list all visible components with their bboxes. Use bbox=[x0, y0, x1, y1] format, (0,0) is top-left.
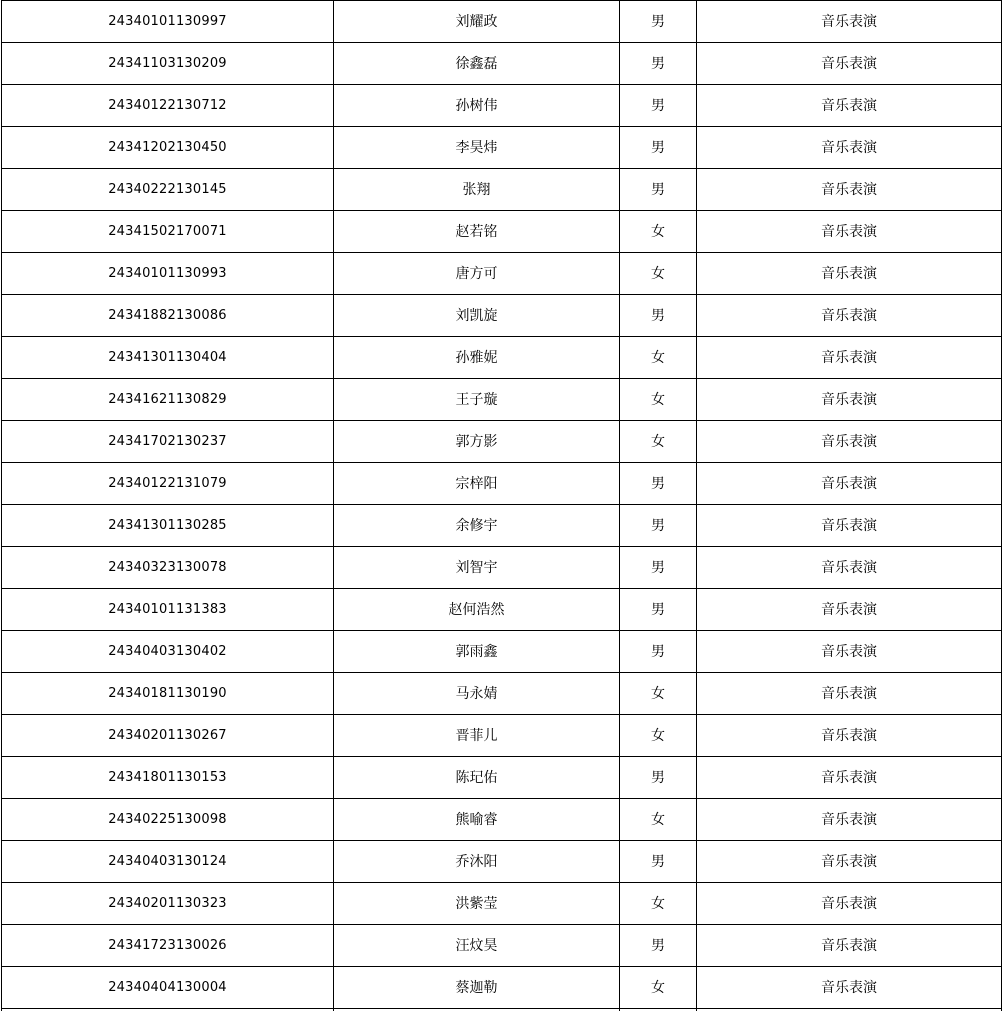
cell-candidate-id: 24341202130450 bbox=[2, 127, 334, 169]
cell-student-name: 蔡迦勒 bbox=[334, 967, 620, 1009]
cell-major: 音乐表演 bbox=[697, 967, 1002, 1009]
cell-candidate-id: 24340403130124 bbox=[2, 841, 334, 883]
cell-student-name: 郭雨鑫 bbox=[334, 631, 620, 673]
cell-gender: 男 bbox=[620, 127, 697, 169]
table-row bbox=[2, 379, 1002, 421]
cell-student-name: 刘耀政 bbox=[334, 1, 620, 43]
cell-major: 音乐表演 bbox=[697, 841, 1002, 883]
cell-gender: 女 bbox=[620, 253, 697, 295]
admission-list-table bbox=[1, 0, 1002, 1011]
cell-candidate-id: 24340181130190 bbox=[2, 673, 334, 715]
table-row bbox=[2, 925, 1002, 967]
cell-gender: 男 bbox=[620, 169, 697, 211]
cell-student-name: 赵若铭 bbox=[334, 211, 620, 253]
table-row bbox=[2, 883, 1002, 925]
cell-student-name: 陈玘佑 bbox=[334, 757, 620, 799]
cell-candidate-id: 24341882130086 bbox=[2, 295, 334, 337]
cell-gender: 女 bbox=[620, 967, 697, 1009]
cell-candidate-id: 24340222130145 bbox=[2, 169, 334, 211]
cell-student-name: 孙树伟 bbox=[334, 85, 620, 127]
cell-gender: 女 bbox=[620, 337, 697, 379]
cell-major: 音乐表演 bbox=[697, 925, 1002, 967]
cell-candidate-id: 24340225130098 bbox=[2, 799, 334, 841]
table-row bbox=[2, 505, 1002, 547]
table-row bbox=[2, 253, 1002, 295]
cell-student-name: 乔沐阳 bbox=[334, 841, 620, 883]
cell-major: 音乐表演 bbox=[697, 757, 1002, 799]
cell-major: 音乐表演 bbox=[697, 211, 1002, 253]
cell-student-name: 孙雅妮 bbox=[334, 337, 620, 379]
cell-candidate-id: 24340101130997 bbox=[2, 1, 334, 43]
cell-student-name: 王子璇 bbox=[334, 379, 620, 421]
cell-candidate-id: 24340101130993 bbox=[2, 253, 334, 295]
cell-gender: 男 bbox=[620, 505, 697, 547]
cell-major: 音乐表演 bbox=[697, 379, 1002, 421]
table-row bbox=[2, 85, 1002, 127]
cell-student-name: 晋菲儿 bbox=[334, 715, 620, 757]
cell-gender: 男 bbox=[620, 589, 697, 631]
cell-major: 音乐表演 bbox=[697, 1, 1002, 43]
cell-candidate-id: 24341502170071 bbox=[2, 211, 334, 253]
cell-candidate-id: 24341723130026 bbox=[2, 925, 334, 967]
cell-student-name: 郭方影 bbox=[334, 421, 620, 463]
cell-major: 音乐表演 bbox=[697, 799, 1002, 841]
table-row bbox=[2, 127, 1002, 169]
cell-student-name: 洪紫莹 bbox=[334, 883, 620, 925]
cell-gender: 男 bbox=[620, 43, 697, 85]
cell-major: 音乐表演 bbox=[697, 589, 1002, 631]
table-row bbox=[2, 673, 1002, 715]
cell-major: 音乐表演 bbox=[697, 547, 1002, 589]
table-row bbox=[2, 589, 1002, 631]
cell-candidate-id: 24341621130829 bbox=[2, 379, 334, 421]
cell-student-name: 熊喻睿 bbox=[334, 799, 620, 841]
cell-student-name: 赵何浩然 bbox=[334, 589, 620, 631]
cell-gender: 男 bbox=[620, 295, 697, 337]
cell-gender: 男 bbox=[620, 1, 697, 43]
cell-gender: 女 bbox=[620, 883, 697, 925]
table-body bbox=[2, 1, 1002, 1011]
cell-candidate-id: 24340101131383 bbox=[2, 589, 334, 631]
cell-major: 音乐表演 bbox=[697, 463, 1002, 505]
cell-student-name: 徐鑫磊 bbox=[334, 43, 620, 85]
cell-major: 音乐表演 bbox=[697, 253, 1002, 295]
cell-student-name: 李昊炜 bbox=[334, 127, 620, 169]
table-row bbox=[2, 967, 1002, 1009]
table-row bbox=[2, 337, 1002, 379]
cell-candidate-id: 24340122130712 bbox=[2, 85, 334, 127]
cell-major: 音乐表演 bbox=[697, 169, 1002, 211]
cell-student-name: 刘凯旋 bbox=[334, 295, 620, 337]
cell-student-name: 刘智宇 bbox=[334, 547, 620, 589]
table-row bbox=[2, 757, 1002, 799]
cell-candidate-id: 24340201130323 bbox=[2, 883, 334, 925]
cell-student-name: 张翔 bbox=[334, 169, 620, 211]
cell-gender: 男 bbox=[620, 547, 697, 589]
cell-gender: 女 bbox=[620, 211, 697, 253]
cell-candidate-id: 24340404130004 bbox=[2, 967, 334, 1009]
table-row bbox=[2, 463, 1002, 505]
table-row bbox=[2, 43, 1002, 85]
table-row bbox=[2, 295, 1002, 337]
cell-major: 音乐表演 bbox=[697, 883, 1002, 925]
table-row bbox=[2, 169, 1002, 211]
cell-major: 音乐表演 bbox=[697, 295, 1002, 337]
table-row bbox=[2, 547, 1002, 589]
table-row bbox=[2, 1, 1002, 43]
cell-candidate-id: 24340201130267 bbox=[2, 715, 334, 757]
cell-major: 音乐表演 bbox=[697, 631, 1002, 673]
cell-gender: 女 bbox=[620, 799, 697, 841]
cell-gender: 女 bbox=[620, 673, 697, 715]
cell-student-name: 余修宇 bbox=[334, 505, 620, 547]
cell-major: 音乐表演 bbox=[697, 337, 1002, 379]
cell-candidate-id: 24340323130078 bbox=[2, 547, 334, 589]
cell-gender: 男 bbox=[620, 757, 697, 799]
cell-major: 音乐表演 bbox=[697, 85, 1002, 127]
cell-major: 音乐表演 bbox=[697, 715, 1002, 757]
cell-gender: 女 bbox=[620, 379, 697, 421]
cell-candidate-id: 24341801130153 bbox=[2, 757, 334, 799]
cell-candidate-id: 24341103130209 bbox=[2, 43, 334, 85]
cell-major: 音乐表演 bbox=[697, 127, 1002, 169]
cell-candidate-id: 24341301130404 bbox=[2, 337, 334, 379]
cell-major: 音乐表演 bbox=[697, 43, 1002, 85]
table-row bbox=[2, 211, 1002, 253]
table-row bbox=[2, 841, 1002, 883]
cell-gender: 男 bbox=[620, 463, 697, 505]
cell-candidate-id: 24340403130402 bbox=[2, 631, 334, 673]
cell-student-name: 唐方可 bbox=[334, 253, 620, 295]
cell-candidate-id: 24341301130285 bbox=[2, 505, 334, 547]
cell-gender: 男 bbox=[620, 841, 697, 883]
cell-student-name: 汪炆昊 bbox=[334, 925, 620, 967]
cell-candidate-id: 24340122131079 bbox=[2, 463, 334, 505]
cell-major: 音乐表演 bbox=[697, 505, 1002, 547]
cell-major: 音乐表演 bbox=[697, 421, 1002, 463]
table-row bbox=[2, 715, 1002, 757]
cell-gender: 男 bbox=[620, 925, 697, 967]
cell-student-name: 马永婧 bbox=[334, 673, 620, 715]
cell-gender: 女 bbox=[620, 421, 697, 463]
cell-major: 音乐表演 bbox=[697, 673, 1002, 715]
table-row bbox=[2, 799, 1002, 841]
cell-gender: 男 bbox=[620, 85, 697, 127]
cell-student-name: 宗梓阳 bbox=[334, 463, 620, 505]
cell-candidate-id: 24341702130237 bbox=[2, 421, 334, 463]
cell-gender: 女 bbox=[620, 715, 697, 757]
cell-gender: 男 bbox=[620, 631, 697, 673]
table-row bbox=[2, 421, 1002, 463]
table-row bbox=[2, 631, 1002, 673]
